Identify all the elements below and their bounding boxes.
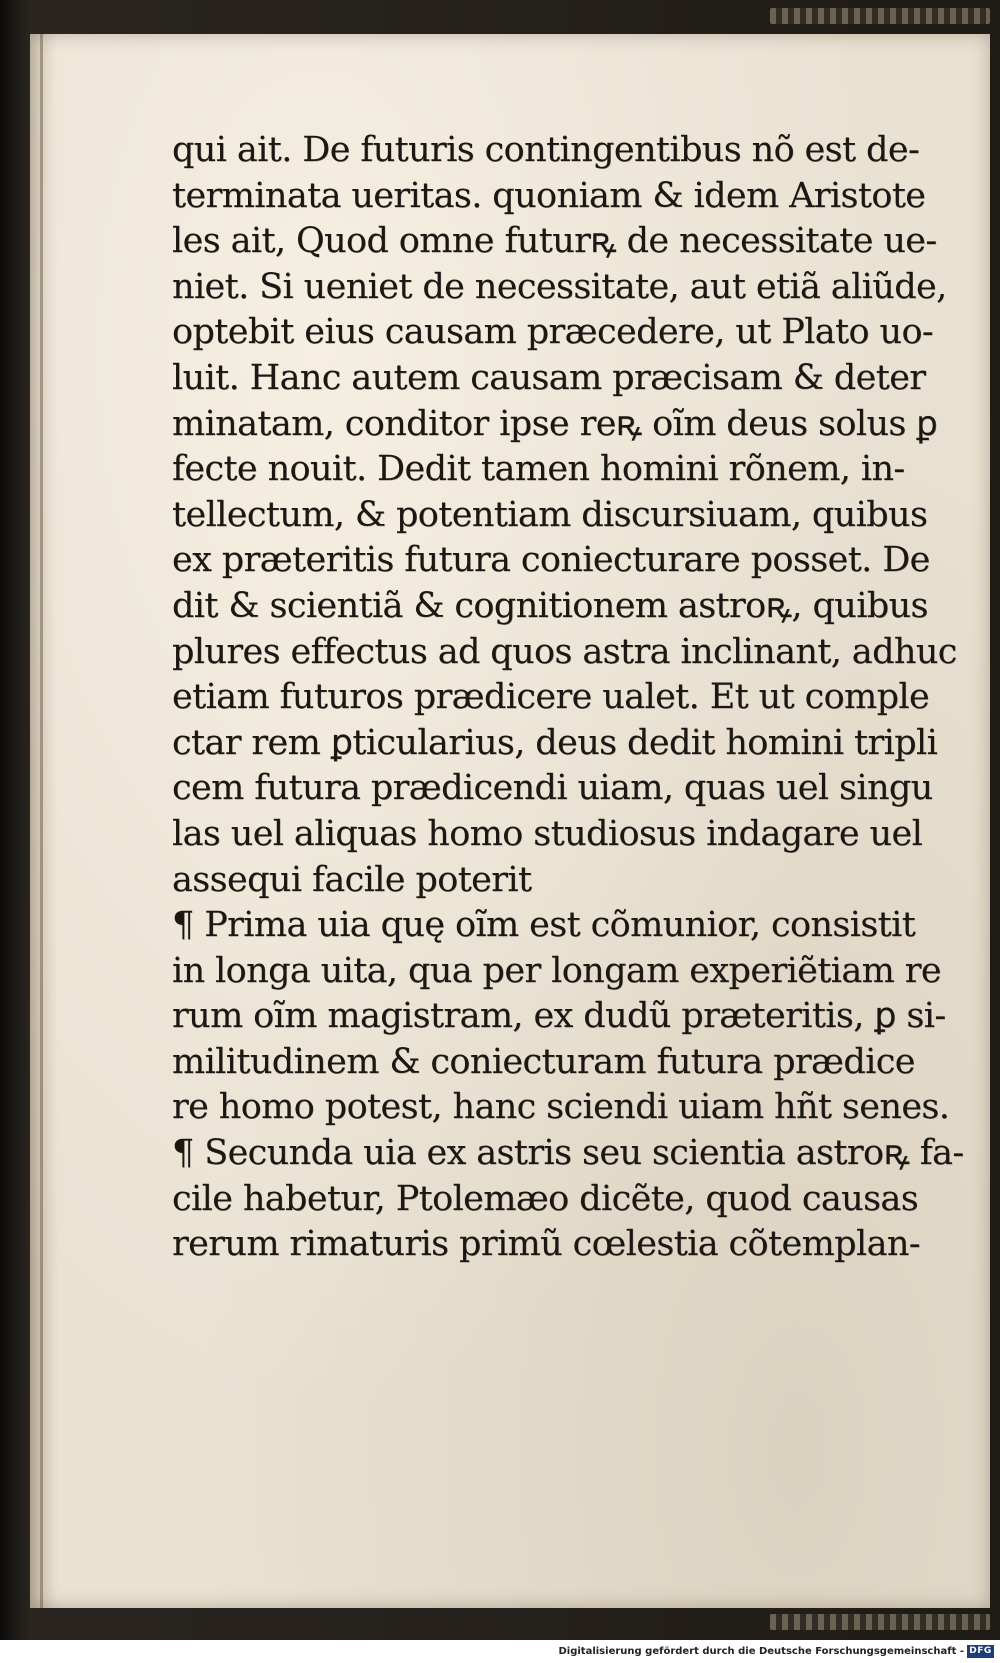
text-line: in longa uita, qua per longam experiẽtiam re xyxy=(172,950,941,991)
text-line: qui ait. De futuris contingentibus nõ est de- xyxy=(172,130,920,170)
paragraph-line: ¶ Secunda uia ex astris seu scientia astroꝶ fa- xyxy=(172,1133,964,1174)
text-line: cem futura prædicendi uiam, quas uel singu xyxy=(172,768,933,809)
paragraph-line: ¶ Prima uia quę oĩm est cõmunior, consistit xyxy=(172,905,916,946)
text-line: optebit eius causam præcedere, ut Plato uo- xyxy=(172,312,934,353)
text-line: luit. Hanc autem causam præcisam & deter xyxy=(172,357,926,398)
text-line: plures effectus ad quos astra inclinant, adhuc xyxy=(172,631,957,672)
text-line: fecte nouit. Dedit tamen homini rõnem, in- xyxy=(172,449,905,490)
text-line: ctar rem ꝑticularius, deus dedit homini tripli xyxy=(172,722,938,763)
text-line: assequi facile poterit xyxy=(172,859,532,900)
text-line: rum oĩm magistram, ex dudũ præteritis, ꝑ si- xyxy=(172,996,946,1037)
text-line: dit & scientiã & cognitionem astroꝶ, quibus xyxy=(172,585,928,626)
text-line: les ait, Quod omne futurꝶ de necessitate ue- xyxy=(172,221,937,262)
text-line: minatam, conditor ipse reꝶ oĩm deus solus ꝑ xyxy=(172,403,938,444)
text-line: niet. Si ueniet de necessitate, aut etiã aliũde, xyxy=(172,266,947,307)
binding-ornament-bottom xyxy=(770,1614,990,1630)
binding-ornament-top xyxy=(770,8,990,24)
text-line: re homo potest, hanc sciendi uiam hñt senes. xyxy=(172,1087,950,1128)
text-line: militudinem & coniecturam futura prædice xyxy=(172,1041,915,1082)
text-line: cile habetur, Ptolemæo dicẽte, quod causas xyxy=(172,1178,919,1219)
page-gutter-edge xyxy=(40,34,43,1608)
text-line: etiam futuros prædicere ualet. Et ut comple xyxy=(172,677,930,718)
funding-credit: Digitalisierung gefördert durch die Deutsche Forschungsgemeinschaft - xyxy=(558,1646,964,1657)
text-line: terminata ueritas. quoniam & idem Aristote xyxy=(172,175,926,216)
dfg-logo: DFG xyxy=(967,1645,994,1658)
text-line: rerum rimaturis primũ cœlestia cõtemplan- xyxy=(172,1224,921,1265)
page-text-block xyxy=(172,128,964,1268)
text-line: ex præteritis futura coniecturare posset. De xyxy=(172,540,930,581)
text-line: las uel aliquas homo studiosus indagare uel xyxy=(172,813,923,854)
text-line: tellectum, & potentiam discursiuam, quibus xyxy=(172,494,928,535)
